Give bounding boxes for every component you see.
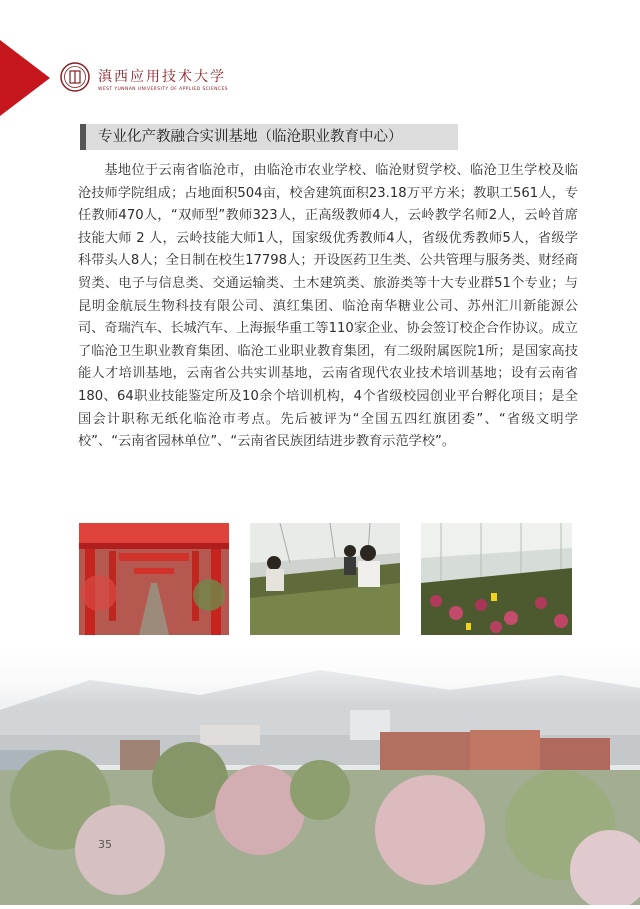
university-name-en: WEST YUNNAN UNIVERSITY OF APPLIED SCIENCES [98,87,228,92]
photo-greenhouse-students [250,523,400,635]
campus-aerial-background [0,640,640,905]
body-paragraph: 基地位于云南省临沧市，由临沧市农业学校、临沧财贸学校、临沧卫生学校及临沧技师学院组成；占地面积504亩，校舍建筑面积23.18万平方米；教职工561人，专任教师470人，“双师型”教师323人，正高级教师4人，云岭教学名师2人，云岭首席技能大师 2 人，云岭技能大师1人，国家级优秀教师4人，省级优秀教师5人，省级学科带头人8人；全日制在校生17798人；开设医药卫生类、公共管理与服务类、财经商贸类、电子与信息类、交通运输类、土木建筑类、旅游类等十大专业群51个专业；与昆明金航辰生物科技有限公司、滇红集团、临沧南华糖业公司、苏州汇川新能源公司、奇瑞汽车、长城汽车、上海振华重工等110家企业、协会签订校企合作协议。成立了临沧卫生职业教育集团、临沧工业职业教育集团，有二级附属医院1所；是国家高技能人才培训基地，云南省公共实训基地，云南省现代农业技术培训基地；设有云南省180、64职业技能鉴定所及10余个培训机构，4个省级校园创业平台孵化项目；是全国会计职称无纸化临沧市考点。先后被评为“全国五四红旗团委”、“省级文明学校”、“云南省园林单位”、“云南省民族团结进步教育示范学校”。 [78,163,578,450]
page-number: 35 [98,838,112,851]
section-title: 专业化产教融合实训基地（临沧职业教育中心） [98,129,403,145]
section-title-bar [80,124,458,150]
red-corner-triangle [0,40,50,116]
university-brand [98,66,228,92]
photo-red-corridor [79,523,229,635]
university-seal-logo [60,62,90,92]
university-name-cn: 滇西应用技术大学 [98,69,226,85]
photo-greenhouse-potted-flowers [421,523,572,635]
